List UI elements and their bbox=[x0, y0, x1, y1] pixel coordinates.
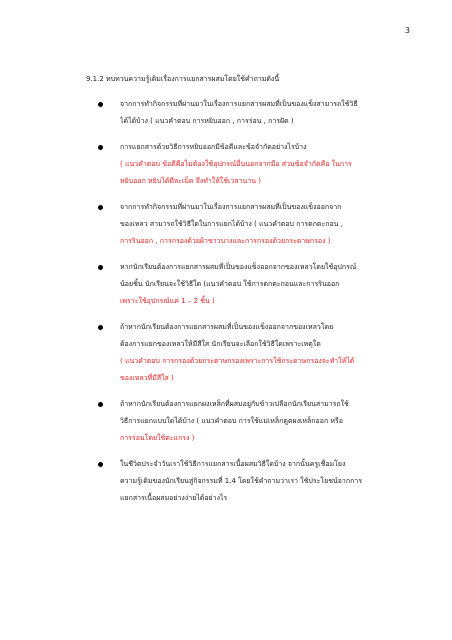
question-line: ความรู้เดิมของนักเรียนสู่กิจกรรมที่ 1.4 โดยใช้คำถามว่าเรา ใช้ประโยชน์จากการ bbox=[120, 477, 362, 485]
answer-guide-line: หยิบออก หยิบได้ทีละเม็ด จึงทำให้ใช้เวลานาน ) bbox=[120, 177, 261, 185]
section-heading: 9.1.2 ทบทวนความรู้เดิมเรื่องการแยกสารผสมโดยใช้คำถามดังนี้ bbox=[86, 75, 280, 83]
bullet-icon bbox=[98, 265, 103, 270]
question-line: จากการทำกิจกรรมที่ผ่านมาในเรื่องการแยกสารผสมที่เป็นของแข็งสามารถใช้วิธี bbox=[120, 100, 358, 108]
list-item bbox=[98, 96, 398, 130]
bullet-icon bbox=[98, 205, 103, 210]
bullet-icon bbox=[98, 462, 103, 467]
question-list bbox=[98, 96, 398, 516]
question-line: หากนักเรียนต้องการแยกสารผสมที่เป็นของแข็งออกจากของเหลวโดยใช้อุปกรณ์ bbox=[120, 263, 357, 271]
page-number: 3 bbox=[404, 26, 410, 35]
list-item bbox=[98, 259, 398, 310]
list-item bbox=[98, 319, 398, 387]
question-line: จากการทำกิจกรรมที่ผ่านมาในเรื่องการแยกสารผสมที่เป็นของแข็งออกจาก bbox=[120, 203, 342, 211]
question-line: น้อยชิ้น นักเรียนจะใช้วิธีใด (แนวคำตอบ ใช้การตกตะกอนและการรินออก bbox=[120, 280, 340, 288]
bullet-icon bbox=[98, 325, 103, 330]
list-item bbox=[98, 456, 398, 507]
question-line: ในชีวิตประจำวันเราใช้วิธีการแยกสารเนื้อผสมวิธีใดบ้าง จากนั้นครูเชื่อมโยง bbox=[120, 460, 346, 468]
answer-guide-line: การรินออก , การกรองด้วยผ้าขาวบางและการกรองด้วยกระดาษกรอง ) bbox=[120, 237, 331, 245]
question-line: ถ้าหากนักเรียนต้องการแยกผงเหล็กที่ผสมอยู่กับข้าวเปลือกนักเรียนสามารถใช้ bbox=[120, 400, 349, 408]
answer-guide-line: การร่อนโดยใช้ตะแกรง ) bbox=[120, 434, 195, 442]
answer-guide-line: เพราะใช้อุปกรณ์แค่ 1 – 2 ชิ้น ) bbox=[120, 297, 215, 305]
answer-guide-line: ( แนวคำตอบ ข้อดีคือไม่ต้องใช้อุปกรณ์อื่นนอกจากมือ ส่วนข้อจำกัดคือ ในการ bbox=[120, 160, 352, 168]
list-item bbox=[98, 396, 398, 447]
question-line: ของเหลว สามารถใช้วิธีใดในการแยกได้บ้าง ( แนวคำตอบ การตกตะกอน , bbox=[120, 220, 343, 228]
answer-guide-line: ( แนวคำตอบ การกรองด้วยกระดาษกรองเพราะการใช้กระดาษกรองจะทำให้ได้ bbox=[120, 357, 355, 365]
question-line: วิธีการแยกแบบใดได้บ้าง ( แนวคำตอบ การใช้แม่เหล็กดูดผงเหล็กออก หรือ bbox=[120, 417, 343, 425]
bullet-icon bbox=[98, 145, 103, 150]
bullet-icon bbox=[98, 102, 103, 107]
question-line: ต้องการแยกของเหลวให้มีสีใส นักเรียนจะเลือกใช้วิธีใดเพราะเหตุใด bbox=[120, 340, 321, 348]
list-item bbox=[98, 199, 398, 250]
answer-guide-line: ของเหลวที่มีสีใส ) bbox=[120, 374, 174, 382]
question-line: การแยกสารด้วยวิธีการหยิบออกมีข้อดีและข้อจำกัดอย่างไรบ้าง bbox=[120, 143, 307, 151]
question-line: แยกสารเนื้อผสมอย่างง่ายได้อย่างไร bbox=[120, 494, 228, 502]
list-item bbox=[98, 139, 398, 190]
question-line: ถ้าหากนักเรียนต้องการแยกสารผสมที่เป็นของแข็งออกจากของเหลวโดย bbox=[120, 323, 334, 331]
question-line: ได้ได้บ้าง ( แนวคำตอบ การหยิบออก , การร่อน , การฝัด ) bbox=[120, 117, 294, 125]
bullet-icon bbox=[98, 402, 103, 407]
